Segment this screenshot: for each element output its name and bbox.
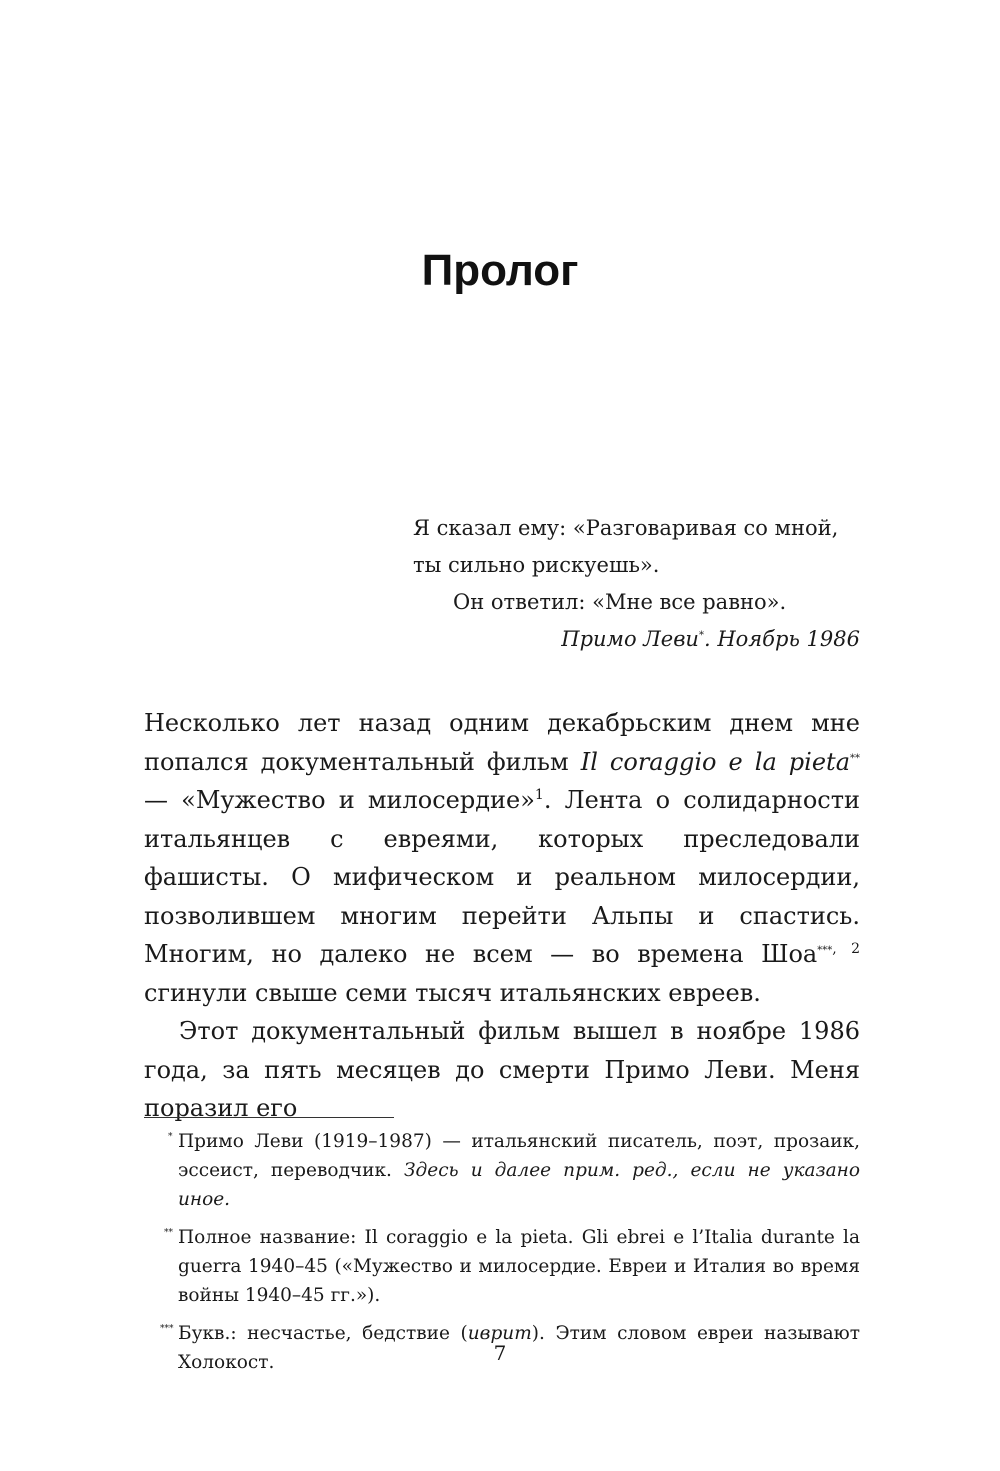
page-number: 7 xyxy=(493,1341,507,1365)
footnote-1-italic: Здесь и далее прим. ред., если не указано иное. xyxy=(178,1160,861,1210)
footnote-ref-1[interactable]: * xyxy=(698,630,704,641)
main-text xyxy=(144,704,860,1128)
footnote-1 xyxy=(144,1127,860,1214)
footnote-ref-2[interactable]: ** xyxy=(850,752,861,764)
paragraph-1-text-b: — «Мужество и милосердие» xyxy=(144,786,535,814)
footnote-1-text: Примо Леви (1919–1987) — итальянский писатель, поэт, прозаик, эссеист, переводчик. xyxy=(178,1131,860,1181)
paragraph-1-text-c: . Лента о солидарности итальянцев с евреями, которых преследовали фашисты. О мифическом и реальном милосердии, позволившем многим перейти Альпы и спастись. Многим, но далеко не всем — во времена Шоа xyxy=(144,786,860,968)
epigraph-line-1: Я сказал ему: «Разговаривая со мной, ты сильно рискуешь». xyxy=(413,516,839,577)
footnote-mark-3: *** xyxy=(160,1324,174,1334)
epigraph-date: . Ноябрь 1986 xyxy=(703,627,860,651)
film-title: Il coraggio e la pieta xyxy=(580,747,851,776)
footnote-2 xyxy=(144,1223,860,1310)
chapter-title: Пролог xyxy=(421,246,579,295)
paragraph-1 xyxy=(144,704,860,1012)
paragraph-1-text-a: Несколько лет назад одним декабрьским днем мне попался документальный фильм xyxy=(144,709,860,776)
epigraph xyxy=(413,510,860,658)
footnote-3-text-b: ). Этим словом евреи называют Холокост. xyxy=(178,1323,860,1373)
footnote-3-italic: иврит xyxy=(467,1323,532,1344)
epigraph-attribution xyxy=(413,621,860,658)
footnote-2-text: Полное название: Il coraggio e la pieta. Gli ebrei e l’Italia durante la guerra 1940–45 («Мужество и милосердие. Евреи и Италия во время войны 1940–45 гг.»). xyxy=(178,1227,860,1306)
paragraph-1-text-d: сгинули свыше семи тысяч итальянских евреев. xyxy=(144,978,761,1007)
footnote-divider xyxy=(144,1117,394,1118)
footnote-3-text-a: Букв.: несчастье, бедствие ( xyxy=(178,1323,468,1344)
epigraph-line-2: Он ответил: «Мне все равно». xyxy=(453,590,787,614)
paragraph-2: Этот документальный фильм вышел в ноябре 1986 года, за пять месяцев до смерти Примо Леви. Меня поразил его xyxy=(144,1017,860,1122)
endnote-ref-1[interactable]: 1 xyxy=(534,787,544,803)
footnote-mark-1: * xyxy=(168,1132,173,1142)
footnote-mark-2: ** xyxy=(164,1228,173,1238)
footnote-ref-3[interactable]: *** xyxy=(817,945,833,956)
endnote-ref-2[interactable]: , 2 xyxy=(832,941,860,957)
epigraph-author: Примо Леви xyxy=(561,627,699,651)
